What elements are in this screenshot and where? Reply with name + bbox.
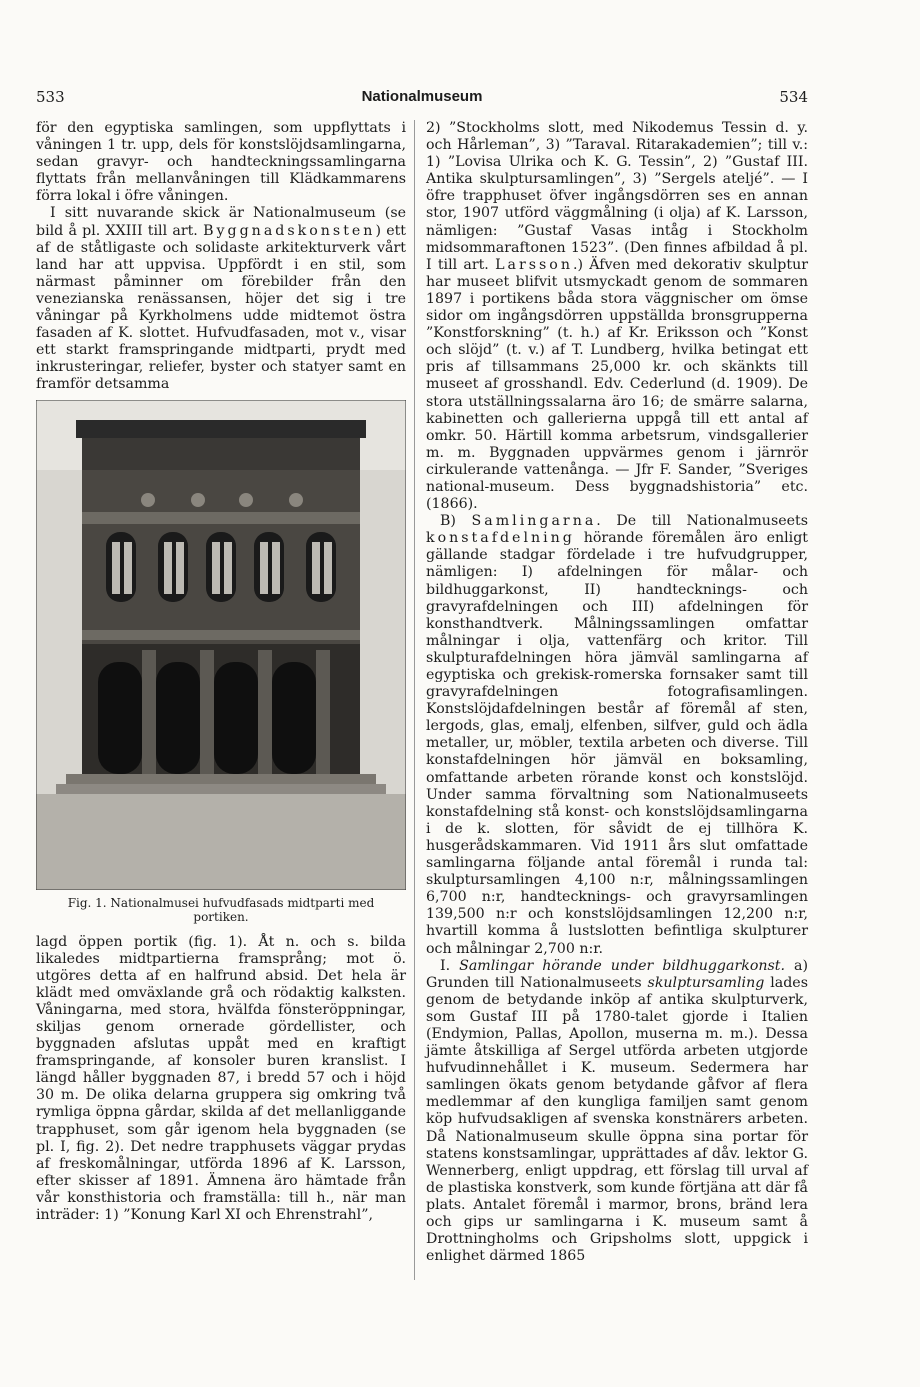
left-column: [36, 120, 406, 1224]
page-number-left: 533: [36, 88, 65, 106]
paragraph: B) Samlingarna. De till Nationalmuseets konstafdelning hörande föremålen äro enligt gällande stadgar fördelade i tre hufvudgrupper, nämligen: I) afdelningen för målar- och bildhuggarkonst, II) handtecknings- och gravyrafdelningen och III) afdelningen för konsthandtverk. Målningssamlingen omfattar målningar i olja, vattenfärg och kritor. Till skulpturafdelningen höra jämväl samlingarna af egyptiska och grekisk-romerska fornsaker samt till gravyrafdelningen fotografisamlingen. Konstslöjdafdelningen består af föremål af sten, lergods, glas, emalj, elfenben, silfver, guld och ädla metaller, ur, möbler, textila arbeten och diverse. Till konstafdelningen hör jämväl en boksamling, omfattande arbeten rörande konst och konstslöjd. Under samma förvaltning som Nationalmuseets konstafdelning stå konst- och konstslöjdsamlingarna i de k. slotten, för såvidt de ej tillhöra K. husgerådskammaren. Vid 1911 års slut omfattade samlingarna följande antal föremål i runda tal: skulptursamlingen 4,100 n:r, målningssamlingen 6,700 n:r, handtecknings- och gravyrsamlingen 139,500 n:r och konstslöjdsamlingen 12,200 n:r, hvartill komma å lustslotten befintliga skulpturer och målningar 2,700 n:r.: [426, 513, 808, 957]
column-divider: [414, 120, 415, 1280]
paragraph: 2) ”Stockholms slott, med Nikodemus Tessin d. y. och Hårleman”, 3) ”Taraval. Ritarakademien”; till v.: 1) ”Lovisa Ulrika och K. G. Tessin”, 2) ”Gustaf III. Antika skulptursamlingen”, 3) ”Sergels ateljé”. — I öfre trapphuset öfver ingångsdörren ses en annan stor, 1907 utförd väggmålning (i olja) af K. Larsson, nämligen: ”Gustaf Vasas intåg i Stockholm midsommaraftonen 1523”. (Den finnes afbildad å pl. I till art. Larsson.) Äfven med dekorativ skulptur har museet blifvit utsmyckadt genom de sommaren 1897 i portikens båda stora väggnischer om ömse sidor om ingångsdörren uppställda bronsgrupperna ”Konstforskning” (t. h.) af Kr. Eriksson och ”Konst och slöjd” (t. v.) af T. Lundberg, hvilka betingat ett pris af tillsammans 25,000 kr. och skänkts till museet af grosshandl. Edv. Cederlund (d. 1909). De stora utställningssalarna äro 16; de smärre salarna, kabinetten och gallerierna uppgå till ett antal af omkr. 50. Härtill komma arbetsrum, vindsgallerier m. m. Byggnaden uppvärmes genom i järnrör cirkulerande vattenånga. — Jfr F. Sander, ”Sveriges national-museum. Dess byggnadshistoria” etc. (1866).: [426, 120, 809, 513]
paragraph: för den egyptiska samlingen, som uppflyttats i våningen 1 tr. upp, dels för konstslöjdsamlingarna, sedan gravyr- och handteckningssamlingarna flyttats från mellanvåningen till Klädkammarens förra lokal i öfre våningen.: [36, 120, 406, 205]
facade-engraving: [36, 400, 406, 890]
paragraph: I sitt nuvarande skick är Nationalmuseum (se bild å pl. XXIII till art. Byggnadskonsten) ett af de ståtligaste och solidaste arkitekturverk vårt land har att uppvisa. Uppfördt i en stil, som närmast påminner om förebilder från den venezianska renässansen, höjer det sig i tre våningar på Kyrkholmens udde midtemot östra fasaden af K. slottet. Hufvudfasaden, mot v., visar ett starkt framspringande midtparti, prydt med inkrusteringar, reliefer, byster och statyer samt en framför detsamma: [36, 205, 407, 393]
figure-caption: Fig. 1. Nationalmusei hufvudfasads midtparti med portiken.: [67, 895, 375, 924]
paragraph: I. Samlingar hörande under bildhuggarkonst. a) Grunden till Nationalmuseets skulptursamling lades genom de betydande inköp af antika skulpturverk, som Gustaf III på 1780-talet gjorde i Italien (Endymion, Pallas, Apollon, muserna m. m.). Dessa jämte åtskilliga af Sergel utförda arbeten utgjorde hufvudinnehållet i K. museum. Sedermera har samlingen ökats genom betydande gåfvor af flera medlemmar af den kungliga familjen samt genom köp hufvudsakligen af svenska konstnärers arbeten. Då Nationalmuseum skulle öppna sina portar för statens konstsamlingar, upprättades af dåv. lektor G. Wennerberg, enligt uppdrag, ett förslag till urval af de plastiska konstverk, som kunde förtjäna att där få plats. Antalet föremål i marmor, brons, bränd lera och gips ur samlingarna i K. museum samt å Drottningholms och Gripsholms slott, uppgick i enlighet därmed 1865: [426, 957, 809, 1265]
emphasis: skulptursamling: [647, 974, 765, 991]
page-header: [36, 88, 808, 112]
subsection-heading: Samlingar hörande under bildhuggarkonst.: [459, 957, 786, 974]
right-column: [426, 120, 808, 1265]
figure-facade-photo: [36, 400, 406, 928]
emphasis: konstafdelning: [426, 530, 575, 547]
section-heading: Samlingarna: [471, 513, 597, 530]
page-number-right: 534: [779, 88, 808, 106]
cross-reference: Byggnadskonsten: [203, 222, 376, 239]
cross-reference: Larsson: [495, 256, 573, 273]
running-title: Nationalmuseum: [361, 88, 483, 105]
paragraph: lagd öppen portik (fig. 1). Åt n. och s. bilda likaledes midtpartierna framsprång; mot ö. utgöres detta af en halfrund absid. Det hela är klädt med omväxlande grå och rödaktig kalksten. Våningarna, med stora, hvälfda fönsteröppningar, skiljas genom ornerade gördellister, och byggnaden afslutas uppåt med en kraftigt framspringande, af konsoler buren kranslist. I längd håller byggnaden 87, i bredd 57 och i höjd 30 m. De olika delarna gruppera sig omkring två rymliga öppna gårdar, skilda af det mellanliggande trapphuset, som går igenom hela byggnaden (se pl. I, fig. 2). Det nedre trapphusets väggar prydas af freskomålningar, utförda 1896 af K. Larsson, efter skisser af 1891. Ämnena äro hämtade från vår konsthistoria och framställa: till h., när man inträder: 1) ”Konung Karl XI och Ehrenstrahl”,: [36, 933, 406, 1223]
